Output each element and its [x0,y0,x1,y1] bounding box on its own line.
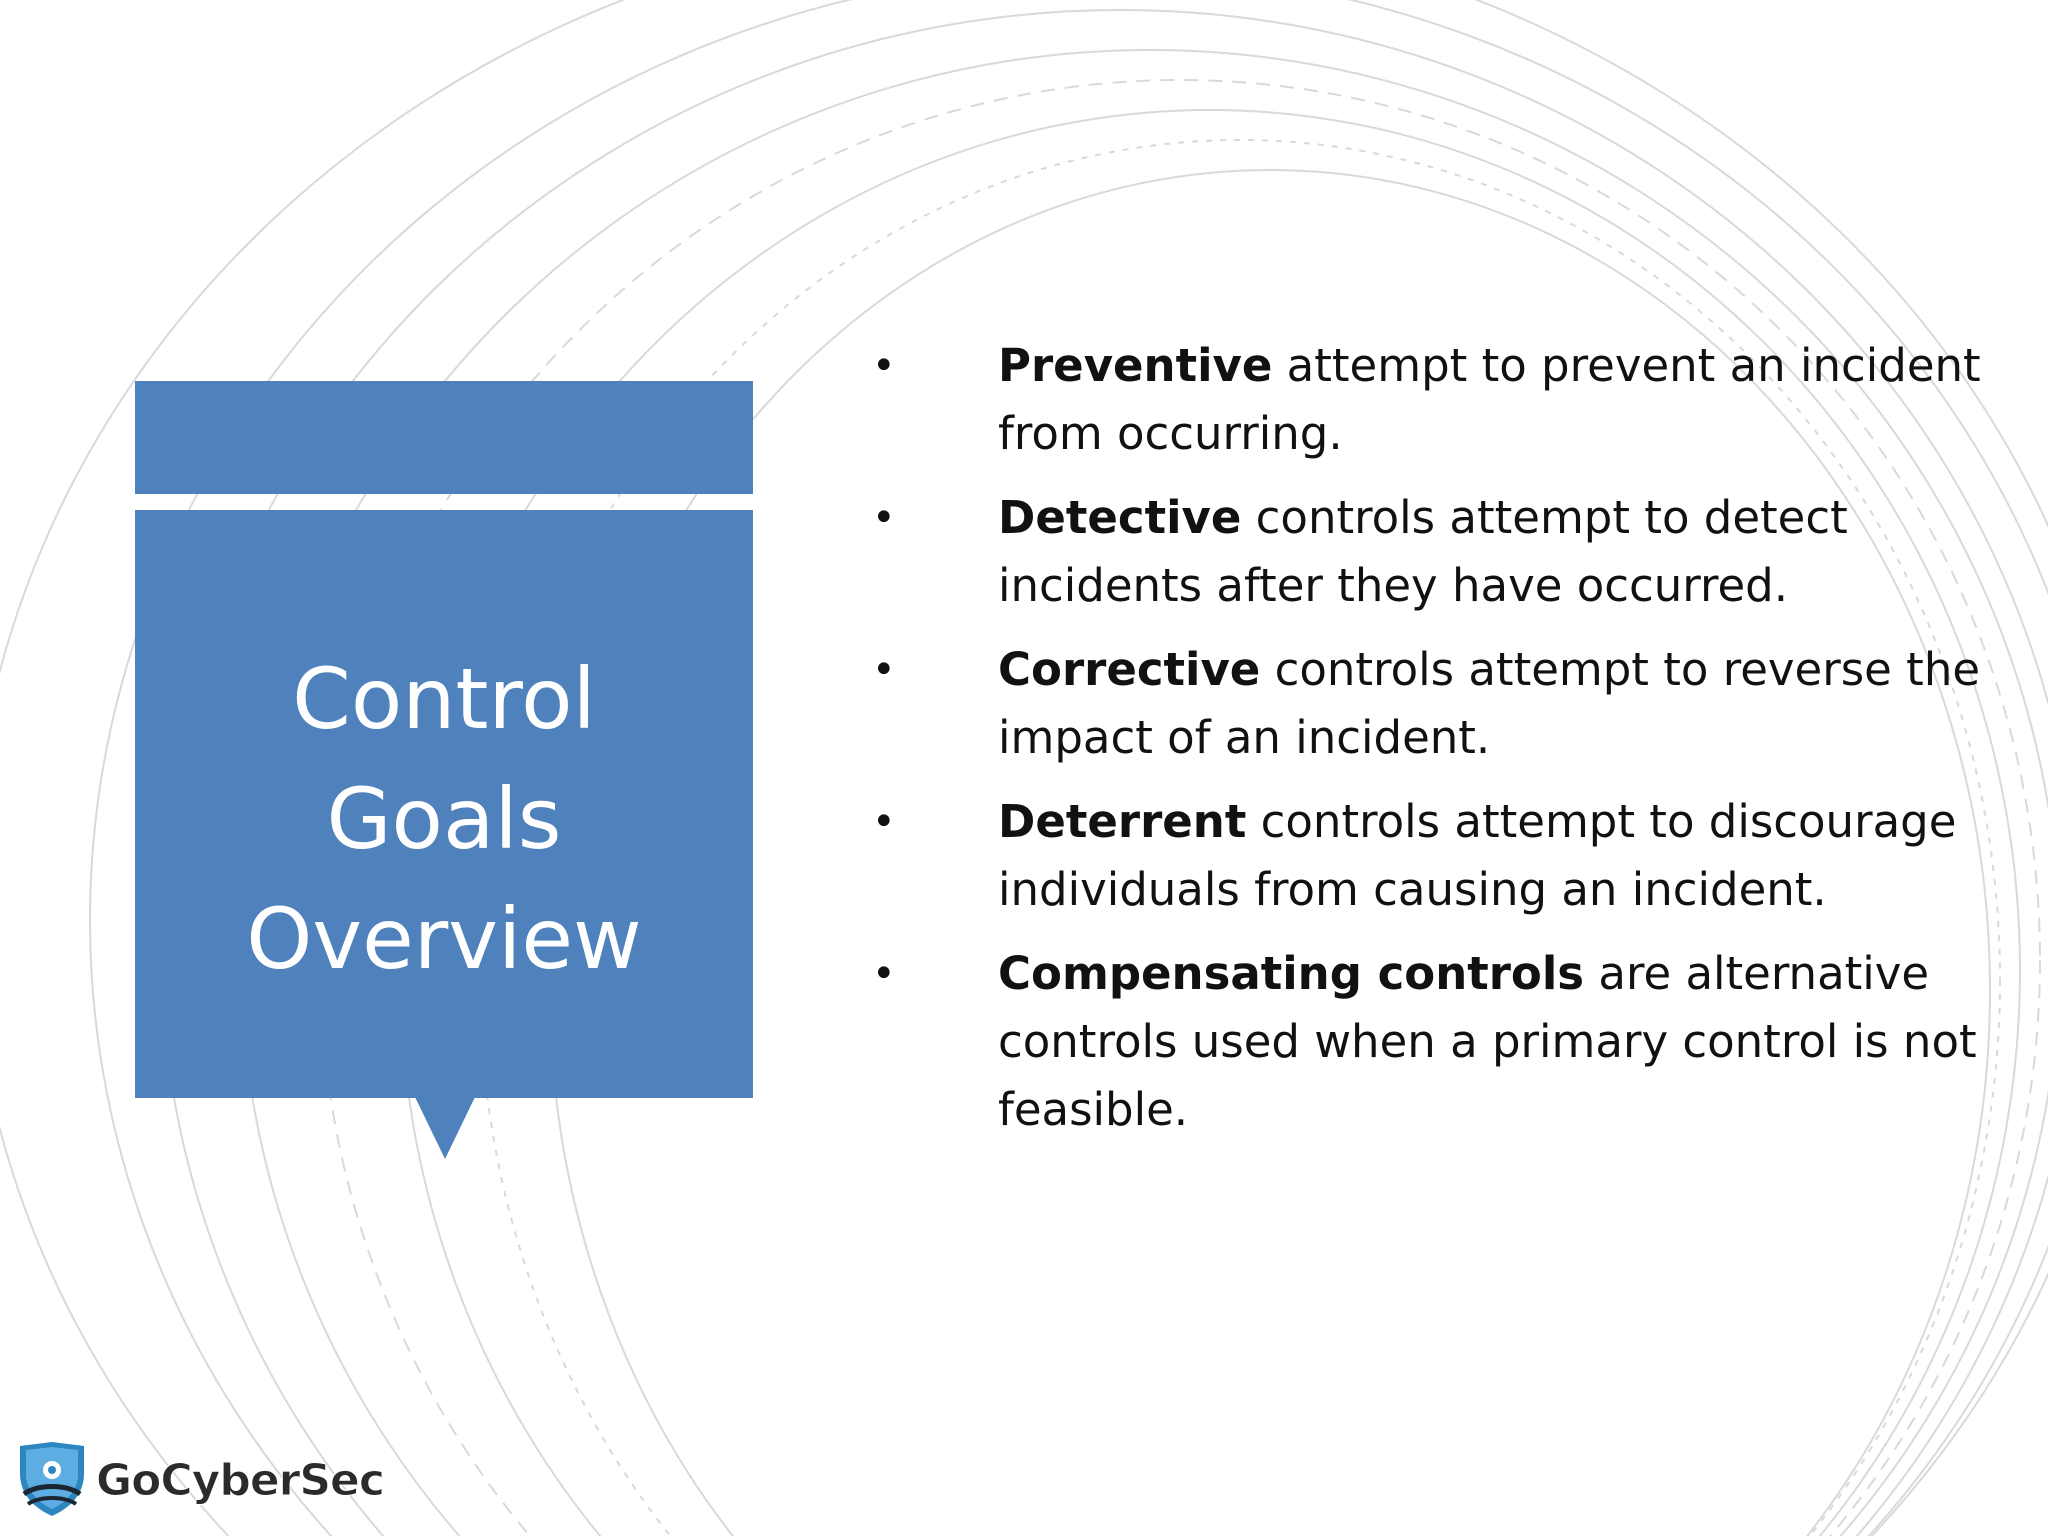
bullet-dot: • [872,799,896,845]
bullet-text: attempt to prevent an incident from occurring. [998,339,1981,460]
logo-text: GoCyberSec [96,1454,384,1506]
bullet-dot: • [872,495,896,541]
title-box-pointer [415,1097,475,1159]
bullet-item [870,332,2000,468]
title-line: Control [292,650,596,748]
bullet-term: Compensating controls [998,947,1585,1000]
title-line: Overview [246,890,642,988]
bullet-item [870,484,2000,620]
bullet-item [870,788,2000,924]
bullet-term: Corrective [998,643,1261,696]
slide-title [204,639,684,999]
title-box [135,510,753,1098]
bullet-list [870,332,2000,1160]
bullet-dot: • [872,951,896,997]
brand-logo [14,1440,384,1520]
bullet-term: Detective [998,491,1242,544]
bullet-term: Deterrent [998,795,1247,848]
shield-icon [14,1440,90,1520]
header-bar [135,381,753,494]
bullet-text: controls attempt to reverse the impact of an incident. [998,643,1981,764]
bullet-dot: • [872,647,896,693]
bullet-dot: • [872,343,896,389]
bullet-item [870,940,2000,1144]
bullet-item [870,636,2000,772]
bullet-term: Preventive [998,339,1273,392]
title-line: Goals [326,770,562,868]
bullet-text: controls attempt to detect incidents after they have occurred. [998,491,1848,612]
bullet-text: are alternative controls used when a primary control is not feasible. [998,947,1977,1136]
bullet-text: controls attempt to discourage individuals from causing an incident. [998,795,1957,916]
